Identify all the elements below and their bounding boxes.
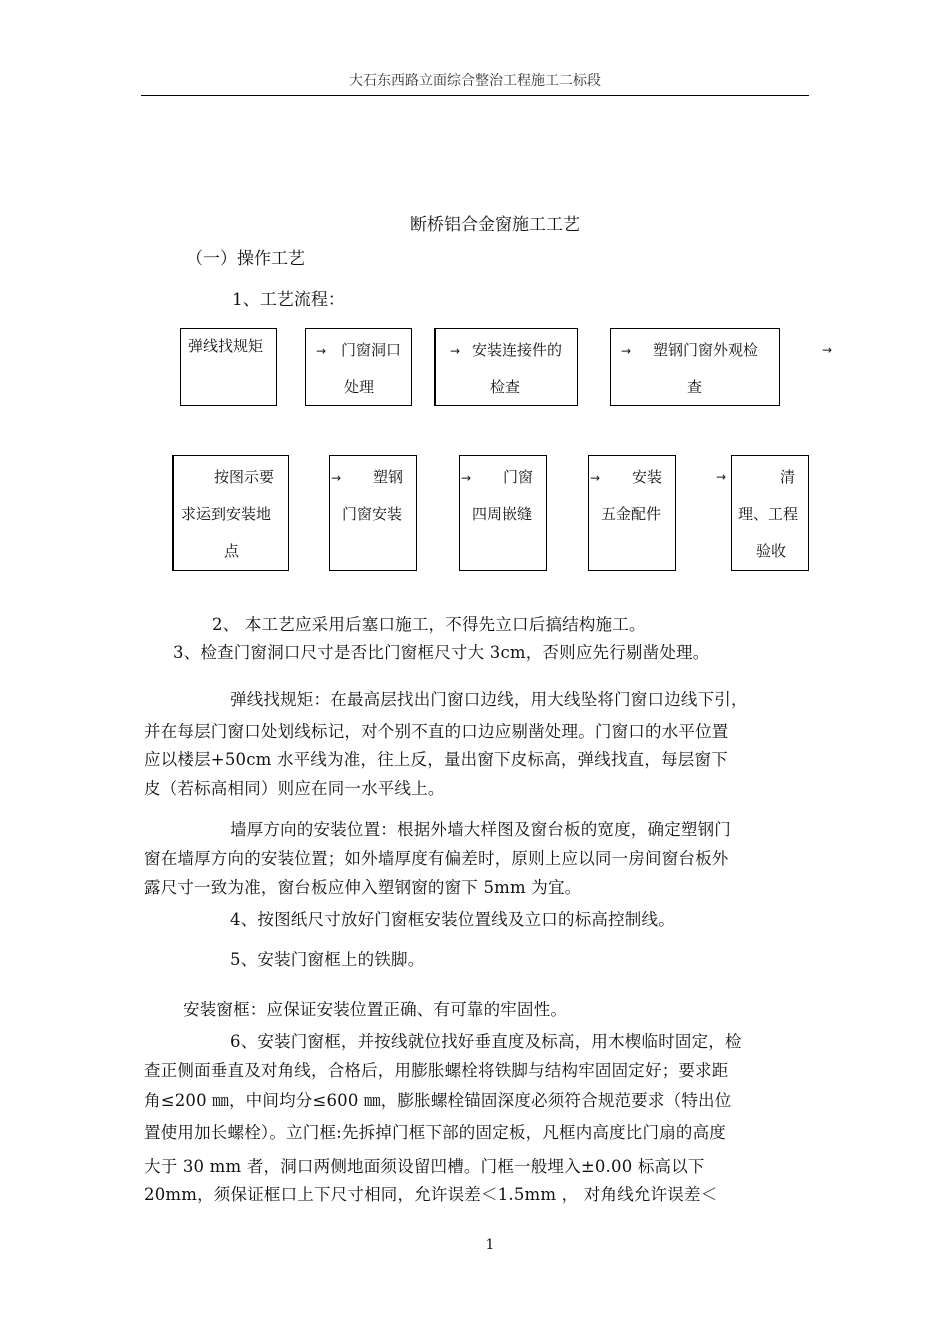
flow-step-text: 查 bbox=[687, 378, 703, 396]
arrow-icon: → bbox=[822, 343, 833, 357]
page-header: 大石东西路立面综合整治工程施工二标段 bbox=[349, 73, 601, 89]
flow-step-7 bbox=[459, 455, 547, 571]
flow-step-text: 检查 bbox=[490, 378, 521, 396]
flow-step-6 bbox=[329, 455, 417, 571]
paragraph-line: 20mm，须保证框口上下尺寸相同，允许误差＜1.5mm ， 对角线允许误差＜ bbox=[144, 1185, 718, 1204]
arrow-icon: → bbox=[621, 344, 632, 358]
flow-step-text: 五金配件 bbox=[601, 505, 662, 523]
arrow-icon: → bbox=[450, 344, 461, 358]
flow-step-5 bbox=[172, 455, 289, 571]
flow-step-text: 理、工程 bbox=[738, 505, 799, 523]
flow-step-text: 安装 bbox=[632, 468, 663, 486]
arrow-icon: → bbox=[316, 344, 327, 358]
flow-step-1 bbox=[180, 328, 277, 406]
flow-step-text: 安装连接件的 bbox=[472, 341, 563, 359]
flow-step-text: 四周嵌缝 bbox=[472, 505, 533, 523]
flow-step-3 bbox=[434, 328, 578, 406]
paragraph-line: 并在每层门窗口处划线标记，对个别不直的口边应剔凿处理。门窗口的水平位置 bbox=[144, 722, 729, 741]
paragraph-3: 3、检查门窗洞口尺寸是否比门窗框尺寸大 3cm，否则应先行剔凿处理。 bbox=[173, 643, 710, 662]
arrow-icon: → bbox=[331, 471, 342, 485]
flow-step-8 bbox=[588, 455, 676, 571]
arrow-icon: → bbox=[461, 471, 472, 485]
flow-step-text: 求运到安装地 bbox=[181, 505, 272, 523]
document-title: 断桥铝合金窗施工工艺 bbox=[410, 215, 580, 235]
flow-step-text: 塑钢 bbox=[373, 468, 404, 486]
paragraph-line: 墙厚方向的安装位置：根据外墙大样图及窗台板的宽度，确定塑钢门 bbox=[230, 820, 731, 839]
flow-step-text: 塑钢门窗外观检 bbox=[653, 341, 759, 359]
flow-step-2 bbox=[305, 328, 412, 406]
paragraph-line: 6、安装门窗框，并按线就位找好垂直度及标高，用木楔临时固定，检 bbox=[230, 1032, 742, 1051]
paragraph-2: 2、 本工艺应采用后塞口施工，不得先立口后搞结构施工。 bbox=[212, 615, 646, 634]
flow-step-text: 清 bbox=[780, 468, 796, 486]
paragraph-install-frame: 安装窗框：应保证安装位置正确、有可靠的牢固性。 bbox=[183, 1000, 568, 1019]
paragraph-5: 5、安装门窗框上的铁脚。 bbox=[230, 950, 425, 969]
header-divider bbox=[141, 95, 809, 96]
flow-step-text: 按图示要 bbox=[214, 468, 275, 486]
flow-step-9 bbox=[731, 455, 809, 571]
flow-step-text: 处理 bbox=[344, 378, 375, 396]
section-heading: （一）操作工艺 bbox=[186, 249, 305, 269]
paragraph-line: 露尺寸一致为准，窗台板应伸入塑钢窗的窗下 5mm 为宜。 bbox=[144, 878, 582, 897]
paragraph-line: 置使用加长螺栓）。立门框:先拆掉门框下部的固定板，凡框内高度比门扇的高度 bbox=[144, 1123, 727, 1142]
paragraph-line: 窗在墙厚方向的安装位置；如外墙厚度有偏差时，原则上应以同一房间窗台板外 bbox=[144, 849, 729, 868]
arrow-icon: → bbox=[716, 470, 727, 484]
flow-step-text: 弹线找规矩 bbox=[188, 337, 264, 355]
flow-step-text: 验收 bbox=[756, 542, 787, 560]
paragraph-line: 应以楼层+50cm 水平线为准，往上反，量出窗下皮标高，弹线找直，每层窗下 bbox=[144, 750, 728, 769]
paragraph-line: 大于 30 mm 者，洞口两侧地面须设留凹槽。门框一般埋入±0.00 标高以下 bbox=[144, 1157, 705, 1176]
paragraph-line: 皮（若标高相同）则应在同一水平线上。 bbox=[144, 779, 445, 798]
flow-step-4 bbox=[610, 328, 780, 406]
subsection-heading: 1、工艺流程： bbox=[232, 290, 345, 310]
flow-step-text: 门窗洞口 bbox=[341, 341, 402, 359]
flow-step-text: 点 bbox=[224, 542, 240, 560]
paragraph-line: 查正侧面垂直及对角线，合格后，用膨胀螺栓将铁脚与结构牢固固定好；要求距 bbox=[144, 1061, 729, 1080]
paragraph-4: 4、按图纸尺寸放好门窗框安装位置线及立口的标高控制线。 bbox=[230, 910, 675, 929]
flow-step-text: 门窗安装 bbox=[342, 505, 403, 523]
page-number: 1 bbox=[485, 1237, 495, 1253]
paragraph-line: 弹线找规矩：在最高层找出门窗口边线，用大线坠将门窗口边线下引， bbox=[230, 690, 748, 709]
arrow-icon: → bbox=[590, 471, 601, 485]
flow-step-text: 门窗 bbox=[503, 468, 534, 486]
paragraph-line: 角≤200 ㎜，中间均分≤600 ㎜，膨胀螺栓锚固深度必须符合规范要求（特出位 bbox=[144, 1091, 732, 1110]
